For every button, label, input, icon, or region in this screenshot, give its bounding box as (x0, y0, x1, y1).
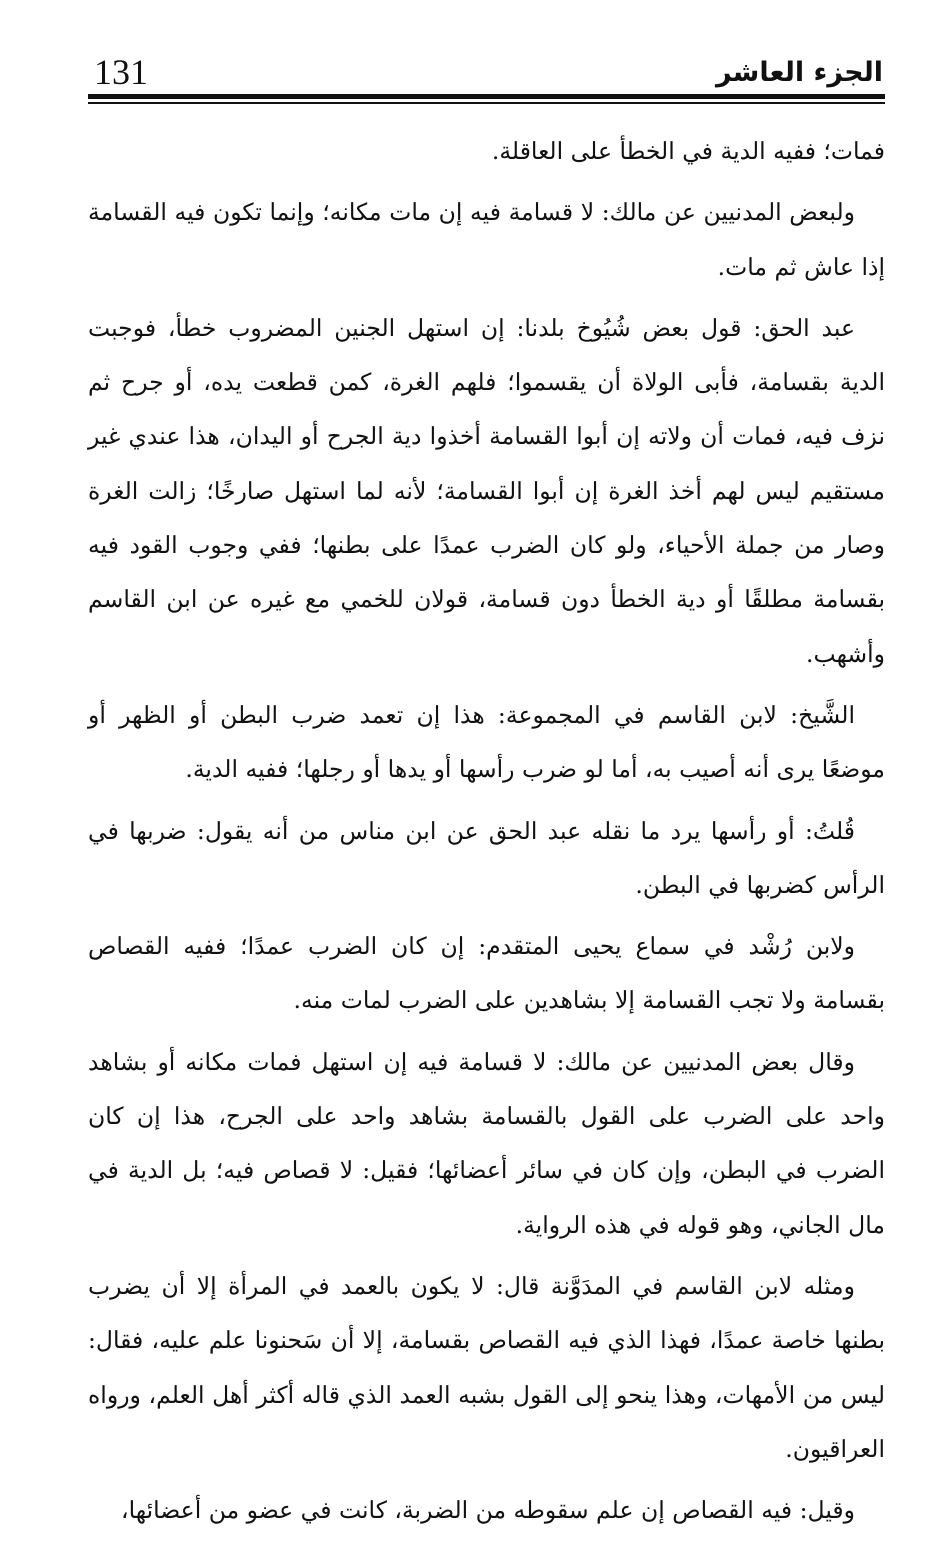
paragraph: ومثله لابن القاسم في المدَوَّنة قال: لا يكون بالعمد في المرأة إلا أن يضرب بطنها خاصة عمدًا، فهذا الذي فيه القصاص بقسامة، إلا أن سَحنونا علم عليه، فقال: ليس من الأمهات، وهذا ينحو إلى القول بشبه العمد الذي قاله أكثر أهل العلم، ورواه العراقيون. (88, 1271, 885, 1463)
paragraph: ولابن رُشْد في سماع يحيى المتقدم: إن كان الضرب عمدًا؛ ففيه القصاص بقسامة ولا تجب القسامة إلا بشاهدين على الضرب لمات منه. (88, 932, 885, 1015)
header-rule-thin (88, 102, 885, 104)
page-header (88, 48, 885, 94)
paragraph: ولبعض المدنيين عن مالك: لا قسامة فيه إن مات مكانه؛ وإنما تكون فيه القسامة إذا عاش ثم مات. (88, 198, 885, 281)
paragraph: وقال بعض المدنيين عن مالك: لا قسامة فيه إن استهل فمات مكانه أو بشاهد واحد على الضرب على القول بالقسامة بشاهد واحد على الجرح، هذا إن كان الضرب في البطن، وإن كان في سائر أعضائها؛ فقيل: لا قصاص فيه؛ بل الدية في مال الجاني، وهو قوله في هذه الرواية. (88, 1047, 885, 1239)
paragraph: عبد الحق: قول بعض شُيُوخ بلدنا: إن استهل الجنين المضروب خطأ، فوجبت الدية بقسامة، فأبى الولاة أن يقسموا؛ فلهم الغرة، كمن قطعت يده، أو جرح ثم نزف فيه، فمات أن ولاته إن أبوا القسامة أخذوا دية الجرح أو اليدان، هذا عندي غير مستقيم ليس لهم أخذ الغرة إن أبوا القسامة؛ لأنه لما استهل صارخًا؛ زالت الغرة وصار من جملة الأحياء، ولو كان الضرب عمدًا على بطنها؛ ففي وجوب القود فيه بقسامة مطلقًا أو دية الخطأ دون قسامة، قولان للخمي مع غيره عن ابن القاسم وأشهب. (88, 313, 885, 668)
paragraph: فمات؛ ففيه الدية في الخطأ على العاقلة. (491, 137, 885, 165)
page-number: 131 (94, 52, 148, 92)
header-rule-thick (88, 94, 885, 99)
paragraph: الشَّيخ: لابن القاسم في المجموعة: هذا إن تعمد ضرب البطن أو الظهر أو موضعًا يرى أنه أصيب به، أما لو ضرب رأسها أو يدها أو رجلها؛ ففيه الدية. (88, 700, 885, 784)
paragraph: قُلتُ: أو رأسها يرد ما نقله عبد الحق عن ابن مناس من أنه يقول: ضربها في الرأس كضربها في البطن. (88, 816, 885, 899)
page-body-text (88, 124, 885, 1544)
paragraph: وقيل: فيه القصاص إن علم سقوطه من الضربة، كانت في عضو من أعضائها، (121, 1496, 855, 1525)
running-title: الجزء العاشر (716, 57, 883, 88)
